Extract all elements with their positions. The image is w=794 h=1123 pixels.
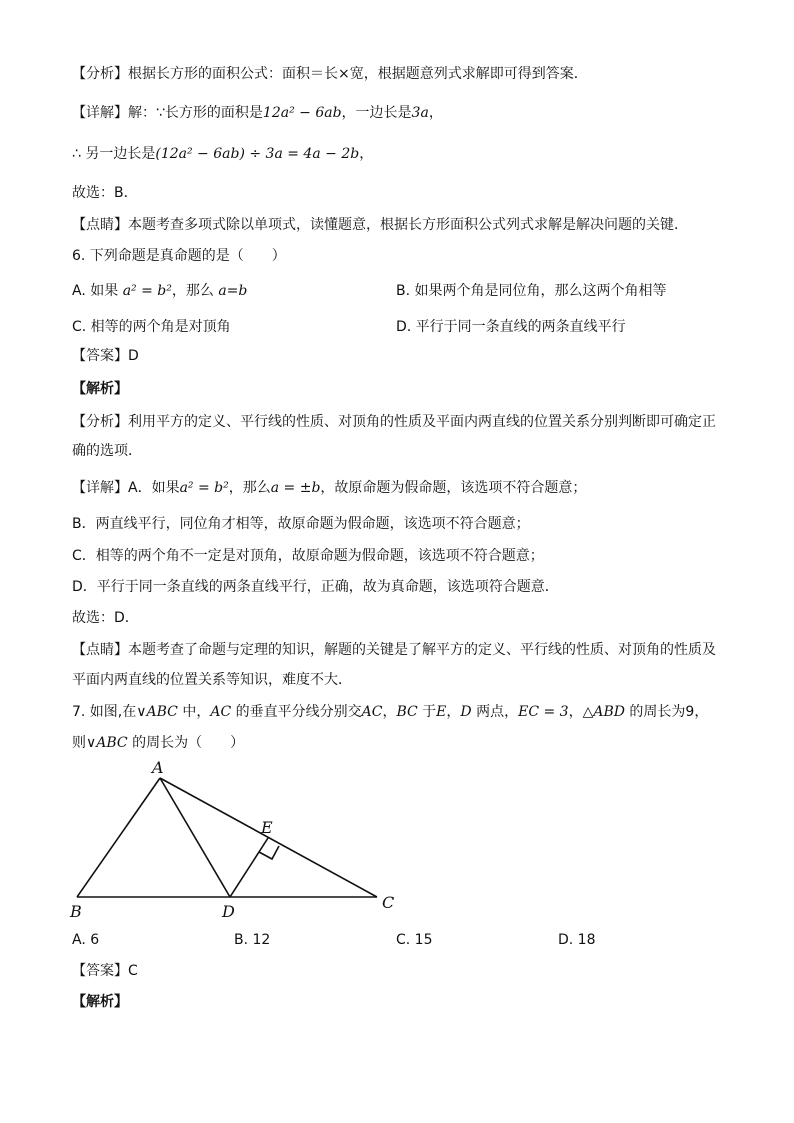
q6-jiexi: 【解析】 (72, 381, 128, 397)
q6-comment-2: 平面内两直线的位置关系等知识，难度不大． (72, 672, 352, 688)
segment-ab (77, 778, 160, 897)
q6-option-d: D. 平行于同一条直线的两条直线平行 (396, 319, 626, 335)
q6-detail-d: D．平行于同一条直线的两条直线平行，正确，故为真命题，该选项符合题意． (72, 579, 559, 595)
q6-option-a: A. 如果 a² = b²，那么 a=b (72, 283, 248, 299)
q6-comment-1: 【点睛】本题考查了命题与定理的知识，解题的关键是了解平方的定义、平行线的性质、对顶角的性质及 (72, 642, 716, 658)
label-c: C (382, 893, 395, 912)
q6-stem: 6. 下列命题是真命题的是（ ） (72, 248, 286, 264)
q7-stem-line2: 则∨ABC 的周长为（ ） (72, 735, 245, 751)
q6-detail-a: 【详解】A．如果a² = b²，那么a = ±b，故原命题为假命题，该选项不符合题意； (72, 480, 587, 496)
q7-option-b: B. 12 (234, 932, 271, 948)
label-a: A (152, 758, 164, 777)
label-e: E (261, 818, 273, 837)
q5-analysis: 【分析】根据长方形的面积公式：面积＝长×宽，根据题意列式求解即可得到答案． (72, 66, 588, 82)
triangle-figure (66, 756, 406, 922)
q5-comment: 【点睛】本题考查多项式除以单项式，读懂题意，根据长方形面积公式列式求解是解决问题的关键． (72, 217, 688, 233)
segment-ac (160, 778, 377, 897)
q7-stem-line1: 7. 如图,在∨ABC 中，AC 的垂直平分线分别交AC，BC 于E，D 两点，EC = 3，△ABD 的周长为9， (72, 704, 709, 720)
q5-other-side: ∴ 另一边长是(12a² − 6ab) ÷ 3a = 4a − 2b， (72, 146, 374, 162)
label-d: D (222, 902, 235, 921)
segment-de (230, 838, 268, 897)
q6-detail-b: B．两直线平行，同位角才相等，故原命题为假命题，该选项不符合题意； (72, 516, 530, 532)
q6-analysis-2: 确的选项． (72, 443, 142, 459)
q7-jiexi: 【解析】 (72, 994, 128, 1010)
q7-answer: 【答案】C (72, 963, 138, 979)
q7-option-a: A. 6 (72, 932, 100, 948)
q6-option-c: C. 相等的两个角是对顶角 (72, 319, 231, 335)
q7-option-d: D. 18 (558, 932, 596, 948)
q6-detail-c: C．相等的两个角不一定是对顶角，故原命题为假命题，该选项不符合题意； (72, 548, 544, 564)
q6-choose: 故选：D． (72, 610, 139, 626)
q7-option-c: C. 15 (396, 932, 433, 948)
q6-option-b: B. 如果两个角是同位角，那么这两个角相等 (396, 283, 667, 299)
segment-ad (160, 778, 230, 897)
q5-choose: 故选：B． (72, 185, 138, 201)
q6-analysis-1: 【分析】利用平方的定义、平行线的性质、对顶角的性质及平面内两直线的位置关系分别判断即可确定正 (72, 414, 716, 430)
label-b: B (70, 902, 82, 921)
q6-answer: 【答案】D (72, 348, 139, 364)
q5-detail: 【详解】解：∵长方形的面积是12a² − 6ab，一边长是3a， (72, 105, 443, 121)
